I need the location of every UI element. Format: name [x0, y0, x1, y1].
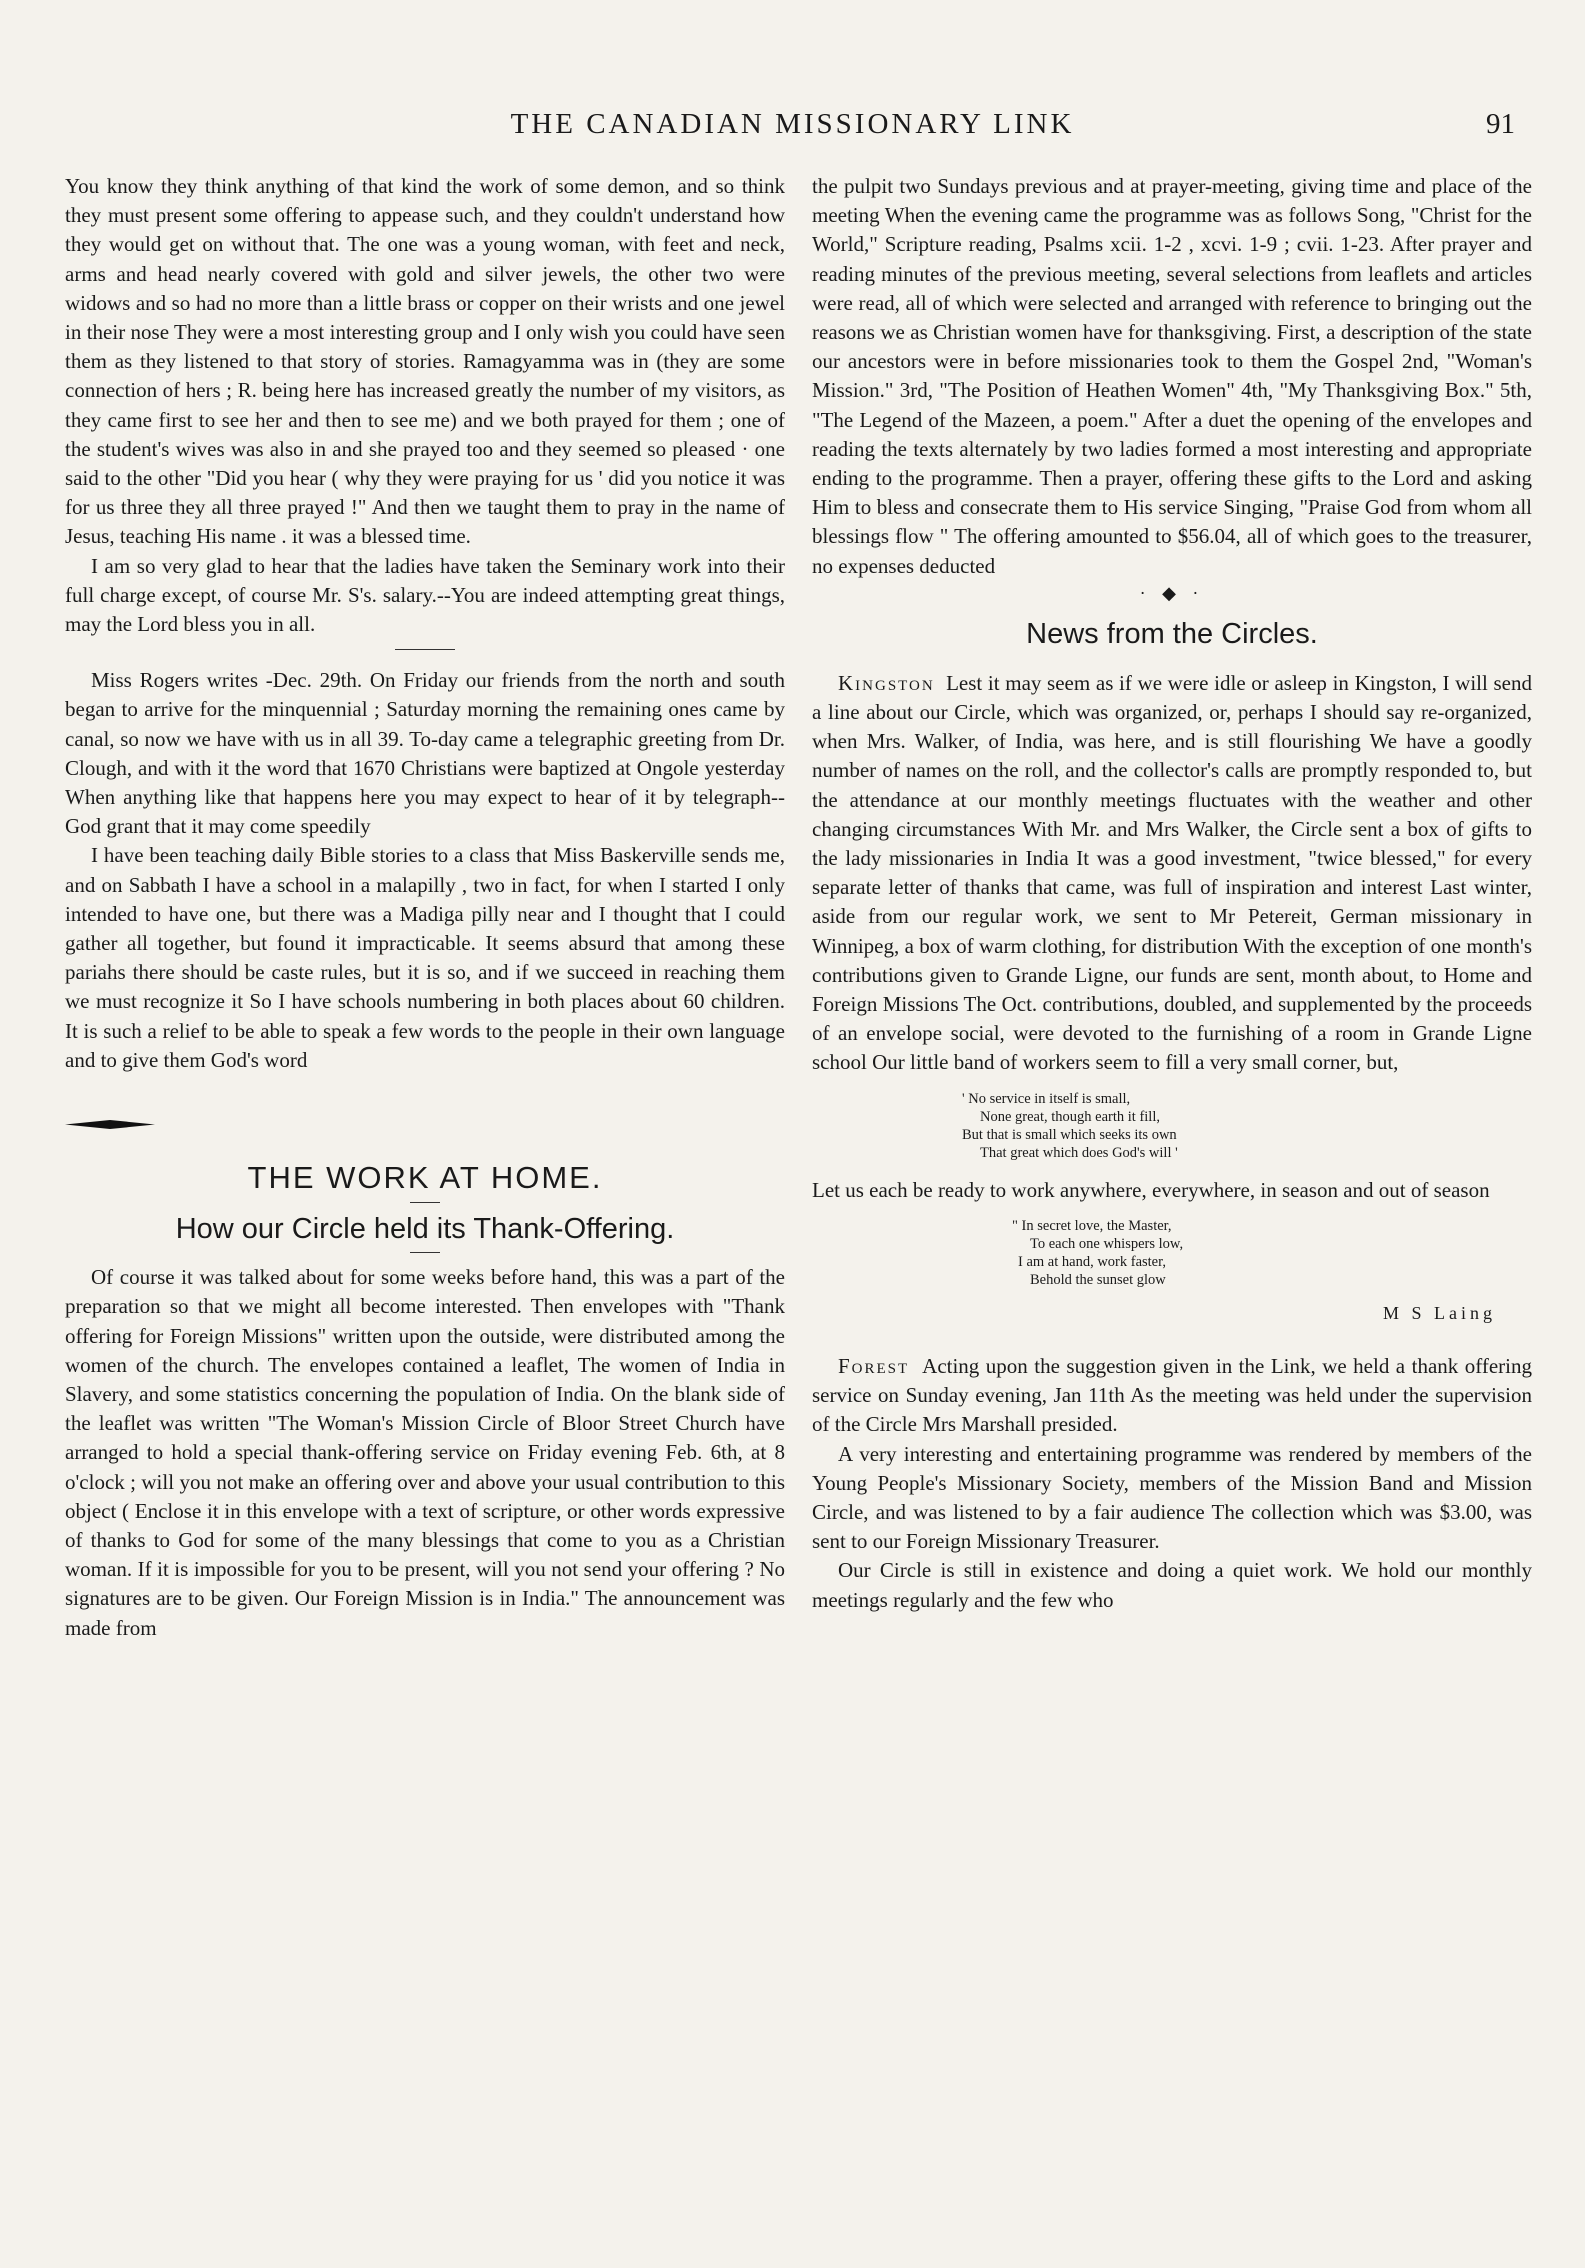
- rogers-paragraph: I have been teaching daily Bible stories to a class that Miss Baskerville sends me, and on Sabbath I have a school in a malapilly , two in fact, for when I started I only intended to have one, but there was a Madiga pilly near and I thought that I could gather all together, but found it impracticable. It seems absurd that among these pariahs there should be caste rules, but it is so, and if we succeed in reaching them we must recognize it So I have schools numbering in both places about 60 children. It is such a relief to be able to speak a few words to the people in their own language and to give them God's word: [65, 843, 785, 1072]
- poem-line: That great which does God's will ': [980, 1144, 1178, 1161]
- title-rule: [410, 1252, 440, 1253]
- rogers-paragraph: Miss Rogers writes -Dec. 29th. On Friday our friends from the north and south began to arrive for the minquennial ; Saturday morning the remaining ones came by canal, so now we have with us in all 39. To-day came a telegraphic greeting from Dr. Clough, and with it the word that 1670 Christians were baptized at Ongole yesterday When anything like that happens here you may expect to hear of it by telegraph-- God grant that it may come speedily: [65, 668, 785, 839]
- section-divider: [395, 649, 455, 650]
- kingston-paragraph: [812, 669, 1532, 1078]
- poem-quote: [1012, 1217, 1532, 1289]
- title-rule: [410, 1202, 440, 1203]
- poem-line: But that is small which seeks its own: [962, 1126, 1177, 1143]
- article-title: How our Circle held its Thank-Offering.: [175, 1213, 675, 1246]
- letter-paragraph: You know they think anything of that kind the work of some demon, and so think they must present some offering to appease such, and they couldn't understand how they would get on without that. The one was a young woman, with feet and neck, arms and head nearly covered with gold and silver jewels, the other two were widows and so had no more than a little brass or copper on their wrists and one jewel in their nose They were a most interesting group and I only wish you could have seen them as they listened to that story of stories. Ramagyamma was in (they are some connection of hers ; R. being here has increased greatly the number of my visitors, as they came first to see her and then to see me) and we both prayed for them ; one of the student's wives was also in and she prayed too and they seemed so pleased · one said to the other "Did you hear ( why they were praying for us ' did you notice it was for us three they all three prayed !" And then we taught them to pray in the name of Jesus, teaching His name . it was a blessed time.: [65, 174, 785, 549]
- letter-paragraph: I am so very glad to hear that the ladies have taken the Seminary work into their full charge except, of course Mr. S's. salary.--You are indeed attempting great things, may the Lord bless you in all.: [65, 553, 785, 637]
- right-column: [812, 172, 1532, 1615]
- poem-line: ' No service in itself is small,: [962, 1090, 1131, 1107]
- news-title: News from the Circles.: [1026, 617, 1318, 650]
- signature: M S Laing: [1382, 1302, 1496, 1323]
- poem-quote: [962, 1090, 1532, 1162]
- poem-line: I am at hand, work faster,: [1018, 1253, 1166, 1270]
- kingston-close: Let us each be ready to work anywhere, everywhere, in season and out of season: [812, 1177, 1490, 1202]
- forest-place: Forest: [838, 1353, 910, 1378]
- article-paragraph: Of course it was talked about for some weeks before hand, this was a part of the preparation so that we might all become interested. Then envelopes with "Thank offering for Foreign Missions" written upon the outside, were distributed among the women of the church. The envelopes contained a leaflet, The women of India in Slavery, and some statistics concerning the population of India. On the blank side of the leaflet was written "The Woman's Mission Circle of Bloor Street Church have arranged to hold a special thank-offering service on Friday evening Feb. 6th, at 8 o'clock ; will you not make an offering over and above your usual contribution to this object ( Enclose it in this envelope with a text of scripture, or other words expressive of thanks to God for some of the many blessings that come to you as a Christian woman. If it is impossible for you to be present, will you not send your offering ? No signatures are to be given. Our Foreign Mission is in India." The announcement was made from: [65, 1265, 785, 1640]
- continuation-paragraph: the pulpit two Sundays previous and at prayer-meeting, giving time and place of the meeting When the evening came the programme was as follows Song, "Christ for the World," Scripture reading, Psalms xcii. 1-2 , xcvi. 1-9 ; cvii. 1-23. After prayer and reading minutes of the previous meeting, several selections from leaflets and articles were read, all of which were selected and arranged with reference to bringing out the reasons we as Christian women have for thanksgiving. First, a description of the state our ancestors were in before missionaries took to them the Gospel 2nd, "Woman's Mission." 3rd, "The Position of Heathen Women" 4th, "My Thanksgiving Box." 5th, "The Legend of the Mazeen, a poem." After a duet the opening of the envelopes and reading the texts alternately by two ladies formed a most interesting and appropriate ending to the programme. Then a prayer, offering these gifts to the Lord and asking Him to bless and consecrate them to His service Singing, "Praise God from whom all blessings flow " The offering amounted to $56.04, all of which goes to the treasurer, no expenses deducted: [812, 174, 1532, 578]
- running-title: THE CANADIAN MISSIONARY LINK: [510, 108, 1075, 140]
- ornament-divider: [65, 1120, 155, 1129]
- kingston-place: Kingston: [838, 670, 935, 695]
- forest-paragraph: A very interesting and entertaining programme was rendered by members of the Young People's Missionary Society, members of the Mission Band and Mission Circle, and was listened to by a fair audience The collection which was $3.00, was sent to our Foreign Missionary Treasurer.: [812, 1441, 1532, 1554]
- forest-paragraph: Our Circle is still in existence and doing a quiet work. We hold our monthly meetings regularly and the few who: [812, 1558, 1532, 1612]
- poem-line: To each one whispers low,: [1030, 1235, 1184, 1252]
- poem-line: " In secret love, the Master,: [1012, 1217, 1172, 1234]
- forest-text: Acting upon the suggestion given in the Link, we held a thank offering service on Sunday evening, Jan 11th As the meeting was held under the supervision of the Circle Mrs Marshall presided.: [812, 1353, 1533, 1437]
- poem-line: Behold the sunset glow: [1030, 1271, 1166, 1288]
- page-number: 91: [1486, 108, 1515, 140]
- kingston-text: Lest it may seem as if we were idle or asleep in Kingston, I will send a line about our Circle, which was organized, or, perhaps I should say re-organized, when Mrs. Walker, of India, was here, and is still flourishing We have a goodly number of names on the roll, and the collector's calls are promptly responded to, but the attendance at our monthly meetings fluctuates with the weather and other changing circumstances With Mr. and Mrs Walker, the Circle sent a box of gifts to the lady missionaries in India It was a good investment, "twice blessed," for every separate letter of thanks that came, was full of inspiration and interest Last winter, aside from our regular work, we sent to Mr Petereit, German missionary in Winnipeg, a box of warm clothing, for distribution With the exception of one month's contributions given to Grande Ligne, our funds are sent, month about, to Home and Foreign Missions The Oct. contributions, doubled, and supplemented by the proceeds of an envelope social, were devoted to the furnishing of a room in Grande Ligne school Our little band of workers seem to fill a very small corner, but,: [812, 670, 1533, 1075]
- poem-line: None great, though earth it fill,: [980, 1108, 1160, 1125]
- section-title: THE WORK AT HOME.: [247, 1160, 603, 1196]
- left-column: [65, 172, 785, 1643]
- forest-paragraph: [812, 1352, 1532, 1440]
- divider-dots: · ◆ ·: [1139, 582, 1205, 603]
